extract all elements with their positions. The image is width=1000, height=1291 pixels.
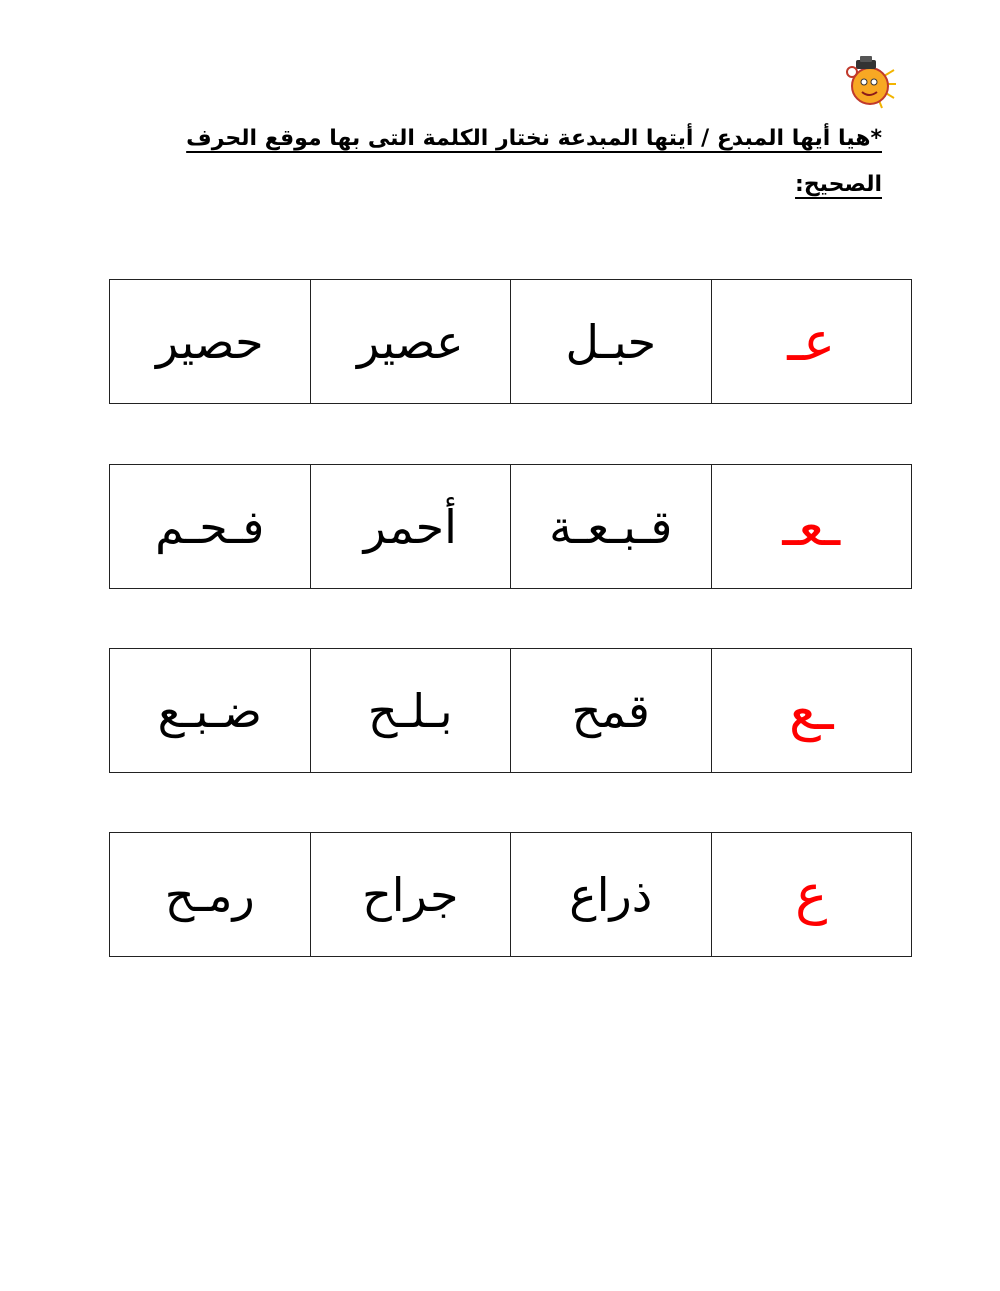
word-option-cell[interactable]: بـلـح [310,649,511,772]
word-option-cell[interactable]: حصير [155,314,264,369]
letter-row-final-isolated [109,832,912,957]
mascot-logo-icon [840,54,896,114]
instruction-line-1: *هيا أيها المبدع / أيتها المبدعة نختار الكلمة التى بها موقع الحرف [186,126,882,151]
word-option-cell[interactable]: حبـل [510,280,711,403]
letter-row-final-connected [109,648,912,773]
instruction-line-2: الصحيح: [795,172,882,197]
word-option-cell[interactable]: جراح [310,833,511,956]
word-option-cell[interactable]: رمـح [164,867,255,922]
word-option-cell[interactable]: فـحـم [155,499,265,554]
target-letter-cell: ـعـ [711,465,912,588]
word-option-cell[interactable]: عصير [310,280,511,403]
word-option-cell[interactable]: ذراع [510,833,711,956]
word-option-cell[interactable]: ضـبـع [157,683,262,738]
target-letter-cell: ع [711,833,912,956]
instruction-heading [180,116,882,208]
word-option-cell[interactable]: قمح [510,649,711,772]
letter-row-initial [109,279,912,404]
letter-row-medial [109,464,912,589]
target-letter-cell: ـع [711,649,912,772]
word-option-cell[interactable]: أحمر [310,465,511,588]
target-letter-cell: عـ [711,280,912,403]
word-option-cell[interactable]: قـبـعـة [510,465,711,588]
